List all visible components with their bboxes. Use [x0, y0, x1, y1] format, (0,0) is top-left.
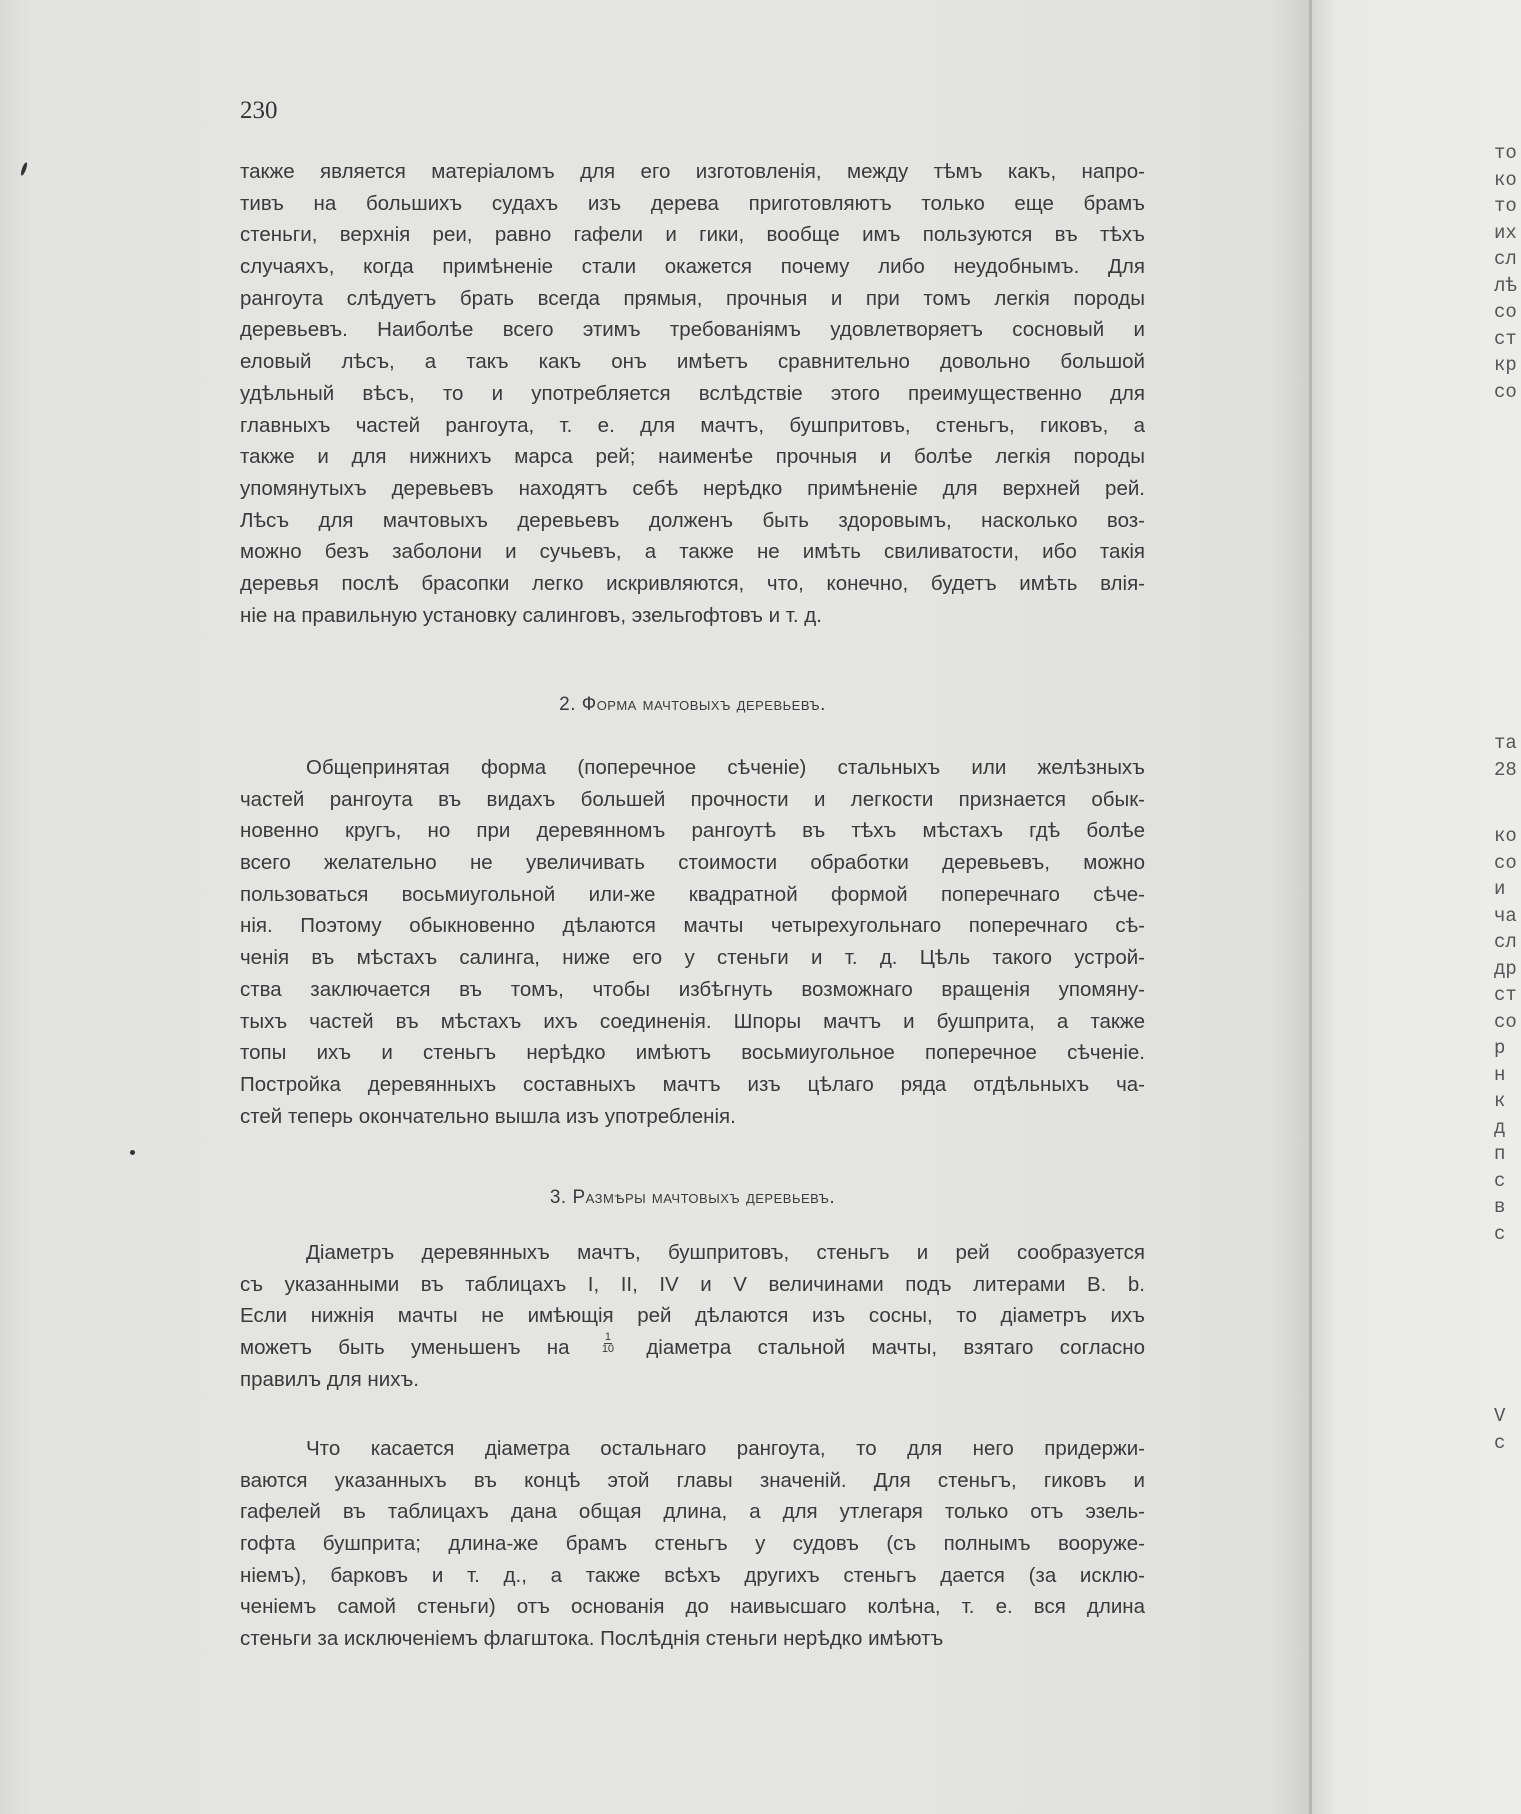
text-line: правилъ для нихъ. — [240, 1367, 419, 1391]
section-heading-2: 2. Форма мачтовыхъ деревьевъ. — [559, 694, 826, 715]
fragment-text: 28 — [1494, 758, 1517, 781]
text-line: тыхъ частей въ мѣстахъ ихъ соединенія. Шпоры мачтъ и бушприта, а также — [240, 1009, 1145, 1033]
text-line: стеньги, верхнія реи, равно гафели и гики, вообще имъ пользуются въ тѣхъ — [240, 223, 1145, 247]
word: быть — [338, 1336, 385, 1360]
facing-page-fragments-2 — [1494, 730, 1517, 783]
text-line: стей теперь окончательно вышла изъ употребленія. — [240, 1104, 736, 1128]
fragment-text: то — [1494, 195, 1517, 217]
text-line: ваются указанныхъ въ концѣ этой главы значеній. Для стеньгъ, гиковъ и — [240, 1468, 1145, 1492]
fragment-text: то — [1494, 142, 1517, 164]
fragment-text: ко — [1494, 825, 1517, 847]
text-line: ніе на правильную установку салинговъ, эзельгофтовъ и т. д. — [240, 603, 822, 627]
fragment-text: сл — [1494, 248, 1517, 270]
word: на — [546, 1336, 570, 1360]
fragment-text: со — [1494, 851, 1517, 874]
facing-page-fragments-4 — [1494, 1403, 1505, 1456]
text-line: стеньги за исключеніемъ флагштока. Послѣднія стеньги нерѣдко имѣютъ — [240, 1627, 944, 1651]
fragment-text: и — [1494, 878, 1506, 900]
text-line: Общепринятая форма (поперечное сѣченіе) стальныхъ или желѣзныхъ — [306, 756, 1145, 779]
text-line-with-fraction — [240, 1332, 1145, 1364]
text-line: деревьевъ. Наиболѣе всего этимъ требованіямъ удовлетворяетъ сосновый и — [240, 318, 1145, 342]
text-line: также является матеріаломъ для его изготовленія, между тѣмъ какъ, напро- — [240, 160, 1145, 183]
fragment-text: сл — [1494, 931, 1517, 953]
fragment-text: п — [1494, 1143, 1506, 1165]
fragment-text: р — [1494, 1037, 1506, 1059]
text-line: случаяхъ, когда примѣненіе стали окажется почему либо неудобнымъ. Для — [240, 255, 1145, 279]
text-line: еловый лѣсъ, а такъ какъ онъ имѣетъ сравнительно довольно большой — [240, 350, 1145, 374]
text-line: деревья послѣ брасопки легко искривляются, что, конечно, будетъ имѣть влія- — [240, 571, 1145, 595]
text-line: ства заключается въ томъ, чтобы избѣгнуть возможнаго вращенія упомяну- — [240, 977, 1145, 1001]
fragment-text: их — [1494, 221, 1517, 244]
text-line: тивъ на большихъ судахъ изъ дерева приготовляютъ только еще брамъ — [240, 191, 1145, 215]
fragment-text: др — [1494, 957, 1517, 980]
text-line: также и для нижнихъ марса рей; наименѣе прочныя и болѣе легкія породы — [240, 445, 1145, 469]
text-line: ніемъ), барковъ и т. д., а также всѣхъ другихъ стеньгъ дается (за исклю- — [240, 1563, 1145, 1587]
paragraph-4 — [240, 1433, 1145, 1655]
text-line: гафелей въ таблицахъ дана общая длина, а для утлегаря только отъ эзель- — [240, 1500, 1145, 1524]
text-line: Діаметръ деревянныхъ мачтъ, бушпритовъ, стеньгъ и рей сообразуется — [306, 1241, 1145, 1264]
fraction — [602, 1332, 614, 1364]
text-line: Постройка деревянныхъ составныхъ мачтъ изъ цѣлаго ряда отдѣльныхъ ча- — [240, 1072, 1145, 1096]
text-line: ченія въ мѣстахъ салинга, ниже его у стеньги и т. д. Цѣль такого устрой- — [240, 946, 1145, 970]
fragment-text: со — [1494, 1010, 1517, 1033]
fragment-text: в — [1494, 1196, 1506, 1218]
text-line: упомянутыхъ деревьевъ находятъ себѣ нерѣдко примѣненіе для верхней рей. — [240, 476, 1145, 500]
paragraph-1 — [240, 156, 1145, 631]
fraction-numerator: 1 — [604, 1331, 611, 1344]
fragment-text: V — [1494, 1405, 1506, 1427]
fragment-text: ча — [1494, 904, 1517, 927]
fragment-text: со — [1494, 301, 1517, 323]
fragment-text: ст — [1494, 327, 1517, 350]
text-line: Если нижнія мачты не имѣющія рей дѣлаются изъ сосны, то діаметръ ихъ — [240, 1304, 1145, 1328]
word: взятаго — [963, 1336, 1034, 1360]
fragment-text: та — [1494, 732, 1517, 754]
fragment-text: с — [1494, 1222, 1506, 1245]
text-line: новенно кругъ, но при деревянномъ рангоутѣ въ тѣхъ мѣстахъ гдѣ болѣе — [240, 819, 1145, 843]
text-line: съ указанными въ таблицахъ I, II, IV и V величинами подъ литерами B. b. — [240, 1272, 1145, 1296]
right-page-edge — [1312, 0, 1521, 1814]
facing-page-fragments-1 — [1494, 140, 1517, 405]
text-line: всего желательно не увеличивать стоимости обработки деревьевъ, можно — [240, 851, 1145, 875]
text-line: удѣльный вѣсъ, то и употребляется вслѣдствіе этого преимущественно для — [240, 381, 1145, 405]
fragment-text: с — [1494, 1169, 1506, 1192]
fragment-text: ст — [1494, 984, 1517, 1006]
fragment-text: н — [1494, 1063, 1506, 1086]
fragment-text: д — [1494, 1116, 1506, 1139]
fragment-text: лѣ — [1494, 274, 1517, 297]
word: стальной — [757, 1336, 846, 1360]
paragraph-3 — [240, 1237, 1145, 1395]
word: можетъ — [240, 1336, 312, 1360]
text-line: Лѣсъ для мачтовыхъ деревьевъ долженъ быть здоровымъ, насколько воз- — [240, 508, 1145, 532]
fragment-text: ко — [1494, 168, 1517, 191]
ink-dot — [130, 1150, 135, 1155]
fraction-denominator: 10 — [601, 1343, 615, 1356]
word: уменьшенъ — [411, 1336, 521, 1360]
text-line: можно безъ заболони и сучьевъ, а также не имѣть свиливатости, ибо такія — [240, 540, 1145, 564]
word: согласно — [1059, 1336, 1145, 1360]
fragment-text: кр — [1494, 354, 1517, 376]
fragment-text: к — [1494, 1090, 1506, 1112]
paragraph-2 — [240, 752, 1145, 1132]
fragment-text: со — [1494, 380, 1517, 403]
text-line: пользоваться восьмиугольной или-же квадратной формой поперечнаго сѣче- — [240, 882, 1145, 906]
text-line: Что касается діаметра остальнаго рангоута, то для него придержи- — [306, 1437, 1145, 1460]
text-line: главныхъ частей рангоута, т. е. для мачтъ, бушпритовъ, стеньгъ, гиковъ, а — [240, 413, 1145, 437]
text-line: гофта бушприта; длина-же брамъ стеньгъ у судовъ (съ полнымъ вооруже- — [240, 1532, 1145, 1556]
section-heading-3: 3. Размѣры мачтовыхъ деревьевъ. — [549, 1187, 836, 1208]
text-line: ченіемъ самой стеньги) отъ основанія до наивысшаго колѣна, т. е. вся длина — [240, 1595, 1145, 1619]
word: мачты, — [871, 1336, 938, 1360]
facing-page-fragments-3 — [1494, 823, 1517, 1247]
text-line: топы ихъ и стеньгъ нерѣдко имѣютъ восьмиугольное поперечное сѣченіе. — [240, 1041, 1145, 1065]
fragment-text: с — [1494, 1431, 1506, 1454]
page-number: 230 — [240, 97, 278, 124]
text-line: частей рангоута въ видахъ большей прочности и легкости признается обык- — [240, 787, 1145, 811]
text-line: нія. Поэтому обыкновенно дѣлаются мачты четырехугольнаго поперечнаго сѣ- — [240, 914, 1145, 938]
word: діаметра — [646, 1336, 732, 1360]
text-line: рангоута слѣдуетъ брать всегда прямыя, прочныя и при томъ легкія породы — [240, 286, 1145, 310]
